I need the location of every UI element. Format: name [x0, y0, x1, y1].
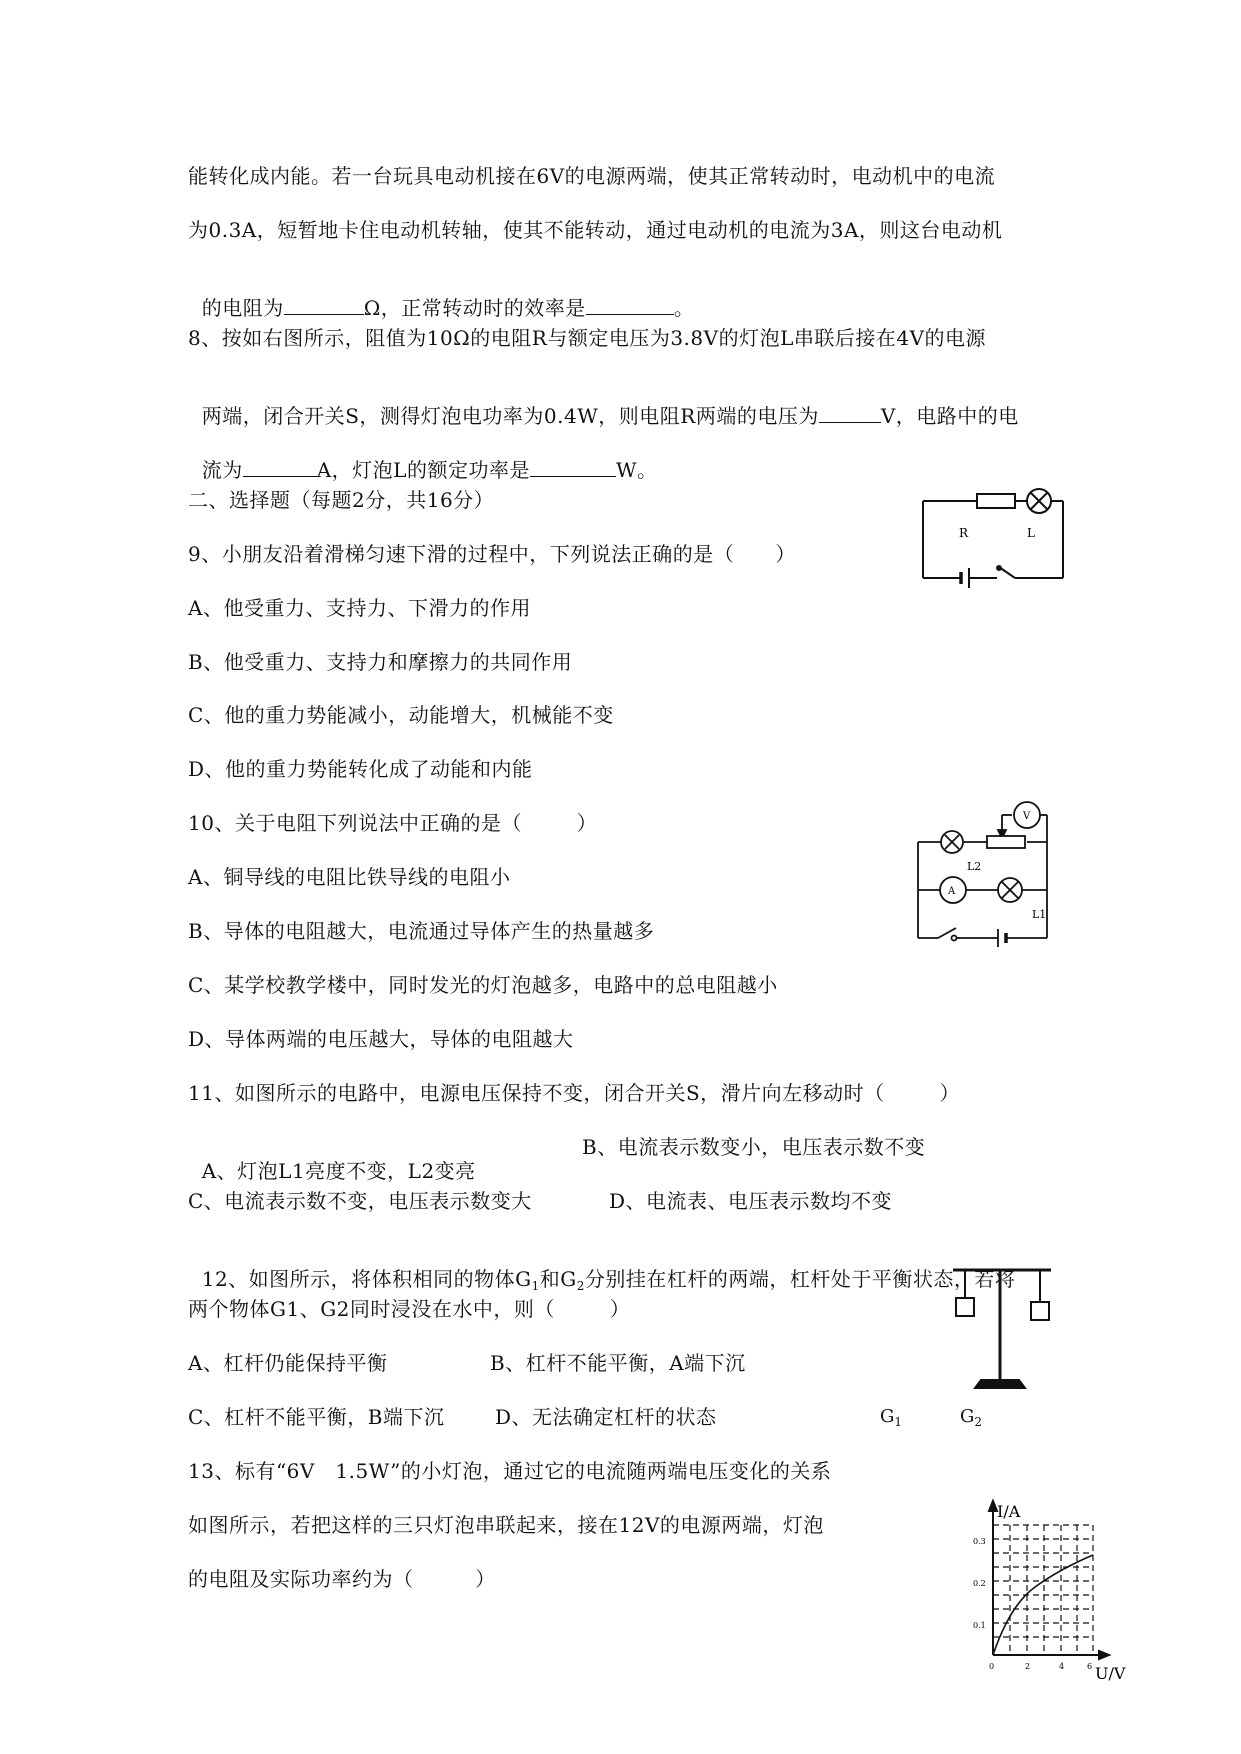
option-b[interactable]: B、电流表示数变小，电压表示数不变: [582, 1135, 926, 1159]
subscript: 1: [531, 1279, 540, 1293]
x-tick-label: 6: [1087, 1662, 1093, 1671]
text-line: [188, 1135, 476, 1183]
g2-label: $G_2$: [960, 1406, 983, 1429]
text-segment: 12、如图所示，将体积相同的物体G: [201, 1267, 532, 1291]
text-line: [188, 272, 694, 320]
answer-blank[interactable]: [586, 296, 674, 315]
lever-diagram: [945, 1260, 1060, 1395]
resistor-label: R: [959, 526, 969, 540]
text-segment: V，电路中的电: [880, 404, 1019, 428]
y-axis-label: I/A: [997, 1502, 1021, 1521]
answer-blank[interactable]: [243, 458, 317, 477]
text-line: 两个物体G1、G2同时浸没在水中，则（ ）: [188, 1297, 631, 1321]
question-13: 13、标有“6V 1.5W”的小灯泡，通过它的电流随两端电压变化的关系: [188, 1459, 832, 1483]
text-line: [188, 434, 658, 482]
text-segment: W。: [615, 458, 658, 482]
option-b[interactable]: B、杠杆不能平衡，A端下沉: [490, 1351, 746, 1375]
option-a[interactable]: A、他受重力、支持力、下滑力的作用: [188, 596, 531, 620]
text-line: 如图所示，若把这样的三只灯泡串联起来，接在12V的电源两端，灯泡: [188, 1513, 824, 1537]
text-segment: 的电阻为: [201, 296, 284, 320]
iu-graph: [955, 1495, 1135, 1695]
ammeter-label: A: [948, 886, 956, 897]
series-circuit-diagram: [915, 483, 1075, 593]
text-segment: 两端，闭合开关S，测得灯泡电功率为0.4W，则电阻R两端的电压为: [201, 404, 819, 428]
question-9: 9、小朋友沿着滑梯匀速下滑的过程中，下列说法正确的是（ ）: [188, 542, 796, 566]
option-a[interactable]: A、铜导线的电阻比铁导线的电阻小: [188, 865, 511, 889]
option-a[interactable]: A、灯泡L1亮度不变，L2变亮: [201, 1159, 476, 1183]
question-10: 10、关于电阻下列说法中正确的是（ ）: [188, 811, 598, 835]
text-segment: 流为: [201, 458, 243, 482]
x-tick-label: 0: [989, 1662, 995, 1671]
voltmeter-label: V: [1023, 811, 1031, 822]
x-tick-label: 2: [1025, 1662, 1031, 1671]
text-line: [188, 380, 1019, 428]
text-segment: Ω，正常转动时的效率是: [363, 296, 586, 320]
text-segment: 和G: [539, 1267, 577, 1291]
option-c[interactable]: C、杠杆不能平衡，B端下沉: [188, 1405, 445, 1429]
option-b[interactable]: B、导体的电阻越大，电流通过导体产生的热量越多: [188, 919, 655, 943]
option-d[interactable]: D、电流表、电压表示数均不变: [609, 1189, 893, 1213]
question-12: [188, 1243, 1015, 1298]
y-tick-label: 0.1: [973, 1621, 986, 1630]
subscript: 2: [576, 1279, 585, 1293]
answer-blank[interactable]: [819, 404, 881, 423]
option-a[interactable]: A、杠杆仍能保持平衡: [188, 1351, 388, 1375]
option-d[interactable]: D、他的重力势能转化成了动能和内能: [188, 757, 533, 781]
text-segment: 。: [673, 296, 695, 320]
question-11: 11、如图所示的电路中，电源电压保持不变，闭合开关S，滑片向左移动时（ ）: [188, 1081, 961, 1105]
text-segment: 分别挂在杠杆的两端，杠杆处于平衡状态，若将: [584, 1267, 1016, 1291]
text-segment: A，灯泡L的额定功率是: [316, 458, 530, 482]
answer-blank[interactable]: [284, 296, 364, 315]
x-tick-label: 4: [1059, 1662, 1065, 1671]
section-heading: 二、选择题（每题2分，共16分）: [188, 488, 495, 512]
option-c[interactable]: C、电流表示数不变，电压表示数变大: [188, 1189, 532, 1213]
text-line: 为0.3A，短暂地卡住电动机转轴，使其不能转动，通过电动机的电流为3A，则这台电动机: [188, 218, 1003, 242]
option-d[interactable]: D、导体两端的电压越大，导体的电阻越大: [188, 1027, 574, 1051]
y-tick-label: 0.3: [973, 1537, 986, 1546]
option-c[interactable]: C、某学校教学楼中，同时发光的灯泡越多，电路中的总电阻越小: [188, 973, 778, 997]
answer-blank[interactable]: [530, 458, 616, 477]
option-b[interactable]: B、他受重力、支持力和摩擦力的共同作用: [188, 650, 573, 674]
option-c[interactable]: C、他的重力势能减小，动能增大，机械能不变: [188, 703, 614, 727]
g1-label: $G_1$: [880, 1406, 903, 1429]
x-axis-label: U/V: [1095, 1664, 1126, 1683]
text-line: 能转化成内能。若一台玩具电动机接在6V的电源两端，使其正常转动时，电动机中的电流: [188, 164, 996, 188]
lamp-l2-label: L2: [967, 860, 982, 873]
option-d[interactable]: D、无法确定杠杆的状态: [495, 1405, 717, 1429]
lamp-l1-label: L1: [1032, 908, 1047, 921]
lamp-label: L: [1027, 526, 1035, 540]
question-8: 8、按如右图所示，阻值为10Ω的电阻R与额定电压为3.8V的灯泡L串联后接在4V的电源: [188, 326, 987, 350]
y-tick-label: 0.2: [973, 1579, 986, 1588]
text-line: 的电阻及实际功率约为（ ）: [188, 1567, 496, 1591]
parallel-circuit-diagram: [912, 798, 1062, 948]
